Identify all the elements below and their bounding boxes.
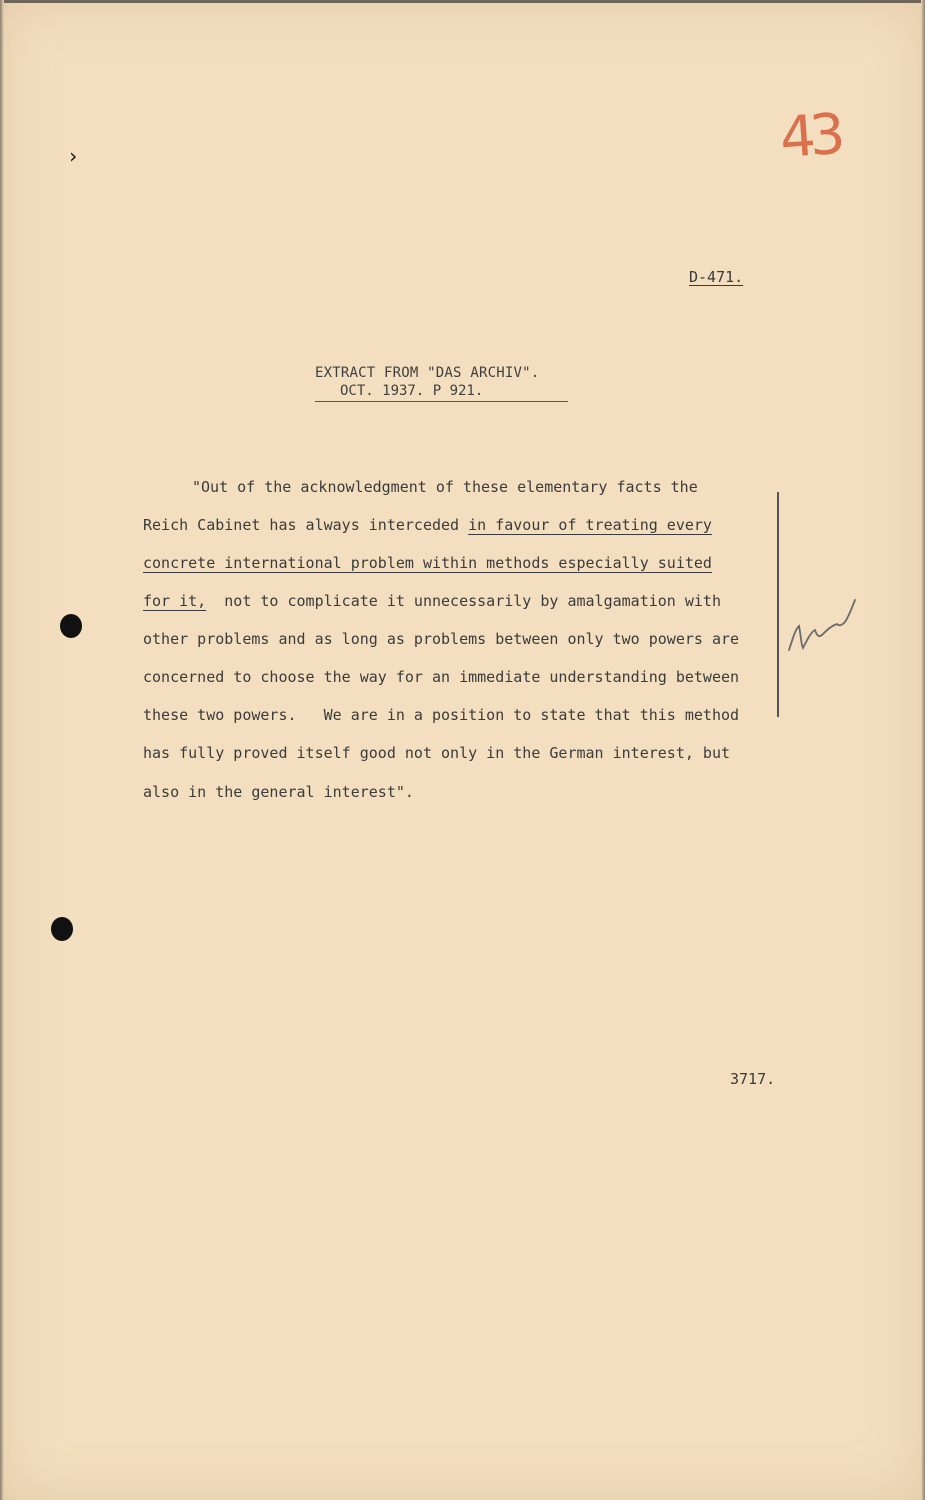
body-line-2-text: Reich Cabinet has always interceded xyxy=(143,516,469,534)
body-line-4-text: not to complicate it unnecessarily by amalgamation with xyxy=(206,592,721,610)
body-line-9: also in the general interest". xyxy=(143,783,414,801)
page-number: 3717. xyxy=(730,1070,776,1088)
extract-reference xyxy=(315,383,568,402)
extract-reference-text: OCT. 1937. P 921. xyxy=(340,383,484,399)
body-line-8: has fully proved itself good not only in the German interest, but xyxy=(143,744,730,762)
body-line-7: these two powers. We are in a position to state that this method xyxy=(143,706,740,724)
body-line-1: "Out of the acknowledgment of these elementary facts the xyxy=(192,478,698,496)
handwritten-folio-number: 43 xyxy=(777,102,842,171)
punch-hole-lower xyxy=(51,917,73,941)
extract-title: EXTRACT FROM "DAS ARCHIV". xyxy=(315,365,540,381)
body-line-4-underlined: for it, xyxy=(143,592,207,610)
page-edge-right xyxy=(921,0,925,1500)
page-edge-top xyxy=(0,0,925,3)
handwritten-initials-signature xyxy=(785,596,865,666)
body-line-4 xyxy=(143,592,721,610)
body-line-5: other problems and as long as problems between only two powers are xyxy=(143,630,740,648)
page-edge-left xyxy=(0,0,4,1500)
margin-tick-mark: › xyxy=(67,144,80,168)
body-line-3: concrete international problem within methods especially suited xyxy=(143,554,712,572)
body-line-6: concerned to choose the way for an immediate understanding between xyxy=(143,668,740,686)
document-number: D-471. xyxy=(689,268,744,286)
body-line-2 xyxy=(143,516,712,534)
body-line-2-underlined: in favour of treating every xyxy=(468,516,712,534)
margin-sideline xyxy=(777,492,779,717)
punch-hole-upper xyxy=(60,614,82,638)
